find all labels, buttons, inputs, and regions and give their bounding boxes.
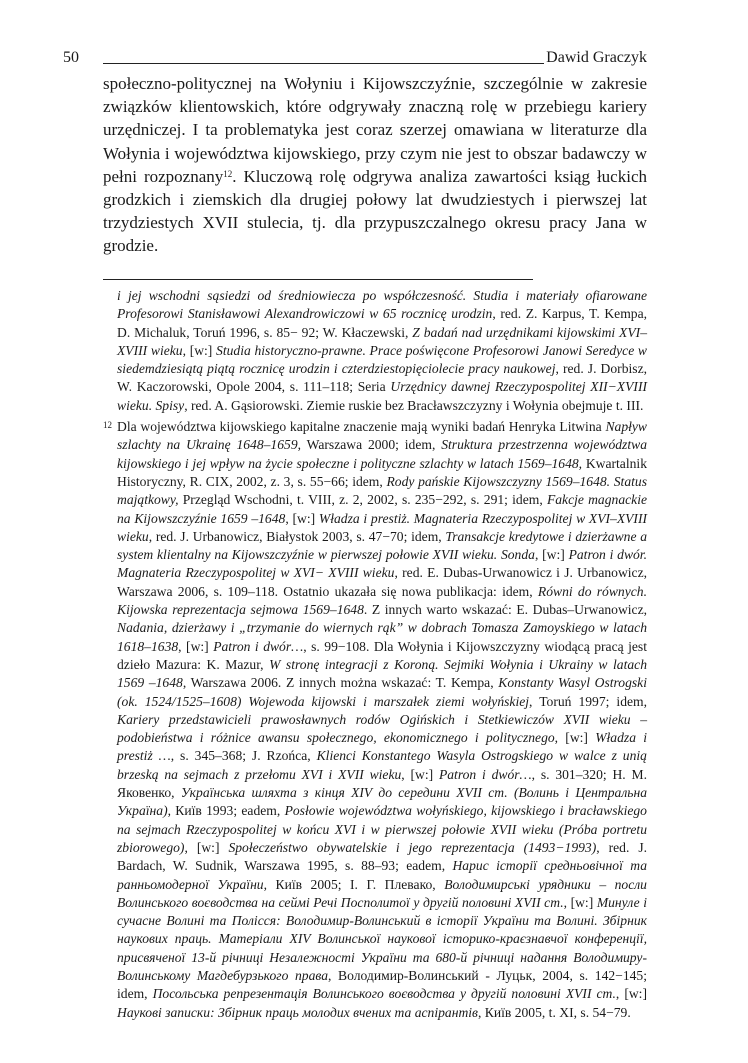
citation-text: , s. 301–320; Н. М. Яковенко, [117,766,647,801]
citation-title: Posłowie województwa wołyńskiego, kijowskiego i bracławskiego na sejmach Rzeczypospolitej w końcu XVI i w pierwszej połowie XVII wieku (Próba portretu zbiorowego) [117,803,647,855]
citation-text: , [w:] [184,839,229,855]
citation-text: , red. J. Bardach, W. Sudnik, Warszawa 1995, s. 88–93; eadem, [117,839,648,874]
citation-title: Władza i prestiż. Magnateria Rzeczypospolitej w XVI–XVIII wieku [117,510,648,544]
citation-title: Napływ szlachty na Ukrainę 1648–1659 [117,419,647,453]
citation-text: Przegląd Wschodni, t. VIII, z. 2, 2002, s. 235−292, s. 291; idem, [178,492,547,508]
citation-text: Kwartalnik Historyczny, R. CIX, 2002, z. 3, s. 55−66; idem, [117,455,647,489]
citation-title: i jej wschodni sąsiedzi od średniowiecza po współczesność. Studia i materiały ofiarowane Profesorowi Stanisławowi Alexandrowiczowi w 65 rocznicę urodzin [117,288,647,322]
citation-text: , [w:] [563,894,597,910]
page-number: 50 [63,49,79,66]
citation-text: , [w:] [182,342,217,358]
citation-text: , Київ 1993; eadem, [167,803,285,819]
citation-title: Patron i dwór… [213,638,304,654]
citation-text: , [w:] [615,986,647,1002]
footnote-separator [103,279,533,280]
citation-title: Володимирські урядники – посли Волинського воєводства на сеймі Речі Посполитої у другій половині XVII ст. [117,876,647,910]
citation-text: , red. E. Dubas-Urwanowicz i J. Urbanowicz, Warszawa 2006, s. 109–118. Ostatnio ukazała się nowa publikacja: idem, [117,565,648,599]
citation-title: Transakcje kredytowe i dzierżawne a system klientalny na Kijowszczyźnie w pierwszej połowie XVII wieku. Sonda [117,528,647,563]
citation-title: Studia historyczno-prawne. Prace poświęcone Profesorowi Janowi Seredyce w siedemdziesiątą piątą rocznicę urodzin i czterdziestopięciolecie pracy naukowej [117,342,647,377]
citation-text: , Володимир-Волинський - Луцьк, 2004, s. 142−145; idem, [117,967,648,1002]
citation-title: Równi do równych. Kijowska reprezentacja sejmowa 1569–1648 [117,583,647,618]
footnote-12-text [117,419,647,1020]
citation-title: Z badań nad urzędnikami kijowskimi XVI–XVIII wieku [117,324,647,358]
citation-text: , Warszawa 2006. Z innych można wskazać: T. Kempa, [182,675,499,691]
citation-text: , [w:] [401,766,439,782]
citation-title: Patron i dwór. Magnateria Rzeczypospolitej w XVI− XVIII wieku [117,547,647,581]
citation-text: , [w:] [534,547,569,563]
citation-text: , red. Z. Karpus, T. Kempa, D. Michaluk, Toruń 1996, s. 85− 92; W. Kłaczewski, [117,306,648,340]
citation-text: . Z innych warto wskazać: E. Dubas–Urwanowicz, [363,602,648,618]
citation-title: Fakcje magnackie na Kijowszczyźnie 1659 –1648 [117,492,648,526]
citation-text: , s. 345–368; J. Rzońca, [170,748,317,764]
citation-title: Władza i prestiż … [117,730,648,764]
citation-title: Klienci Konstantego Wasyla Ostrogskiego w walce z unią brzeską na sejmach z przełomu XVI i XVII wieku [117,748,647,782]
citation-title: Konstanty Wasyl Ostrogski (ok. 1524/1525–1608) Wojewoda kijowski i marszałek ziemi wołyńskiej [117,675,647,709]
footnotes-area [103,287,647,1022]
citation-text: , red. A. Gąsiorowski. Ziemie ruskie bez Bracławszczyzny i Wołynia obejmuje t. III. [184,397,644,413]
citation-text: , Toruń 1997; idem, [529,693,647,709]
citation-title: Struktura przestrzenna województwa kijowskiego i jej wpływ na życie społeczne i polityczne szlachty w latach 1569–1648, [117,437,647,471]
running-head-author: Dawid Graczyk [546,49,647,66]
header-rule [103,63,544,64]
body-text-part-2: . Kluczową rolę odgrywa analiza zawartości ksiąg łuckich grodzkich i ziemskich dla drugiej połowy lat dwudziestych i pierwszej lat trzydziestych XVII stulecia, tj. dla przypuszczalnego okresu pracy Jana w grodzie. [103,166,647,256]
citation-text: , red. J. Dorbisz, W. Kaczorowski, Opole 2004, s. 111–118; Seria [117,361,647,395]
citation-text: , [w:] [554,730,596,746]
running-head [103,48,647,68]
citation-text: , red. J. Urbanowicz, Białystok 2003, s. 47−70; idem, [148,528,446,544]
footnote-reference-12[interactable]: 12 [223,168,233,179]
citation-title: Społeczeństwo obywatelskie i jego reprezentacja (1493−1993) [228,839,597,855]
citation-title: Минуле і сучасне Волині та Полісся: Володимир-Волинський в історії України та Волині. Збірник наукових праць. Матеріали XIV Волинської наукової історико-краєзнавчої конференції, присвяченої 13-й річниці Незалежності України та 680-й річниці надання Володимиру-Волинському Магдебурзького права [117,894,648,983]
footnote-11-continued [103,287,647,415]
citation-title: Посольська репрезентація Волинського воєводства у другій половині XVII ст. [152,986,616,1002]
citation-text: , Warszawa 2000; idem, [297,437,442,453]
citation-title: Nadania, dzierżawy i „trzymanie do wiernych rąk” w dobrach Tomasza Zamoyskiego w latach 1618–1638 [117,620,647,654]
citation-text: , Київ 2005, t. XI, s. 54−79. [477,1004,631,1020]
citation-title: Наукові записки: Збірник праць молодих вчених та аспірантів [117,1004,478,1020]
footnote-number: 12 [103,420,112,431]
footnote-12 [103,418,647,1022]
citation-title: Urzędnicy dawnej Rzeczypospolitej XII−XVIII wieku. Spisy [117,379,647,413]
citation-text: Dla województwa kijowskiego kapitalne znaczenie mają wyniki badań Henryka Litwina [117,419,606,435]
body-text-part-1: społeczno-politycznej na Wołyniu i Kijowszczyźnie, szczególnie w zakresie związków klientowskich, które odgrywały znaczną rolę w przebiegu kariery urzędniczej. I ta problematyka jest coraz szerzej omawiana w literaturze dla Wołynia i województwa kijowskiego, przy czym nie jest to obszar badawczy w pełni rozpoznany [103,74,647,186]
citation-title: Нарис історії средньовічної та ранньомодерної України [117,858,647,892]
citation-text: , [w:] [178,638,214,654]
citation-text: , Київ 2005; І. Г. Плевако, [263,876,445,892]
citation-title: W stronę integracji z Koroną. Sejmiki Wołynia i Ukrainy w latach 1569 –1648 [117,656,647,691]
citation-text: , [w:] [285,510,319,526]
citation-title: Kariery przedstawicieli prawosławnych rodów Ogińskich i Stetkiewiczów XVII wieku – podobieństwa i różnice awansu społecznego, ekonomicznego i politycznego [117,711,647,746]
citation-title: Patron i dwór… [438,766,532,782]
body-paragraph [103,72,647,258]
citation-title: Українська шляхта з кінця XIV до середини XVII ст. (Волинь і Центральна Україна) [117,785,647,819]
citation-text: , s. 99−108. Dla Wołynia i Kijowszczyzny wiodącą pracą jest dzieło Mazura: K. Mazur, [117,638,647,672]
citation-title: Rody pańskie Kijowszczyzny 1569–1648. Status majątkowy, [117,473,647,508]
